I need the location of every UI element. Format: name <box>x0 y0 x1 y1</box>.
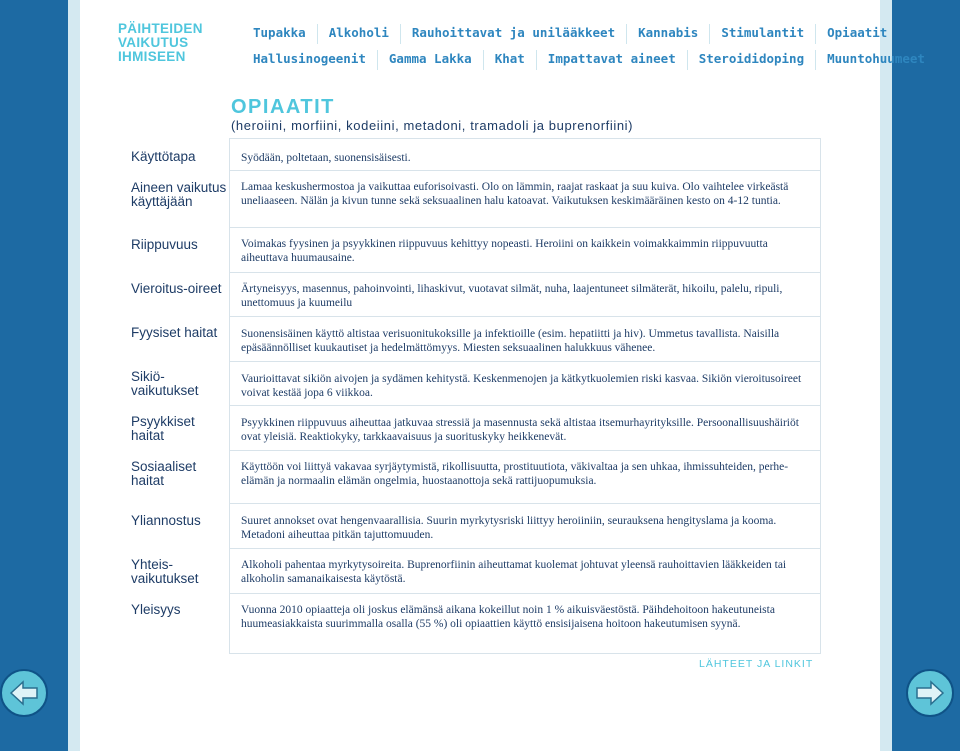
row-divider <box>230 361 820 362</box>
left-side-line <box>68 0 80 751</box>
brand-line-1: PÄIHTEIDEN <box>118 21 203 36</box>
row-divider <box>230 227 820 228</box>
row-divider <box>230 450 820 451</box>
content-psyykkiset-haitat: Psyykkinen riippuvuus aiheuttaa jatkuvaa stressiä ja masennusta sekä altistaa itsemurhayrityksille. Persoonallisuushäiriöt ovat yleisiä. Reaktiokyky, tarkkaavaisuus ja suorituskyky heikkenevät. <box>241 417 799 443</box>
content-sosiaaliset-haitat: Käyttöön voi liittyä vakavaa syrjäytymistä, rikollisuutta, prostituutiota, väkivaltaa ja sen uhkaa, ihmissuhteiden, perhe-elämän ja normaalin elämän ongelmia, huostaanottoja sekä rattijuopumuksia. <box>241 461 789 487</box>
row-divider <box>230 272 820 273</box>
nav-tupakka[interactable]: Tupakka <box>253 25 306 40</box>
brand-line-3: IHMISEEN <box>118 49 186 64</box>
content-vieroitusoireet: Ärtyneisyys, masennus, pahoinvointi, lihaskivut, vuotavat silmät, nuha, laajentuneet silmäterät, hikoilu, palelu, ripuli, unettomuus ja kuumeilu <box>241 283 783 309</box>
row-divider <box>230 548 820 549</box>
content-fyysiset-haitat: Suonensisäinen käyttö altistaa verisuonitukoksille ja infektioille (esim. hepatiitti ja hiv). Ummetus tavallista. Naisilla epäsäännölliset kuukautiset ja hedelmättömyys. Miesten seksuaalinen halukkuus vähenee. <box>241 328 780 354</box>
nav-stimulantit[interactable]: Stimulantit <box>709 24 815 44</box>
nav-gamma-lakka[interactable]: Gamma Lakka <box>377 50 483 70</box>
brand-logo[interactable] <box>118 22 228 64</box>
right-side-band <box>892 0 960 751</box>
nav-steroididoping[interactable]: Steroididoping <box>687 50 815 70</box>
right-side-line <box>880 0 892 751</box>
row-divider <box>230 405 820 406</box>
sidebar-item-psyykkiset-haitat[interactable]: Psyykkiset haitat <box>131 414 195 443</box>
nav-hallusinogeenit[interactable]: Hallusinogeenit <box>253 51 366 66</box>
arrow-right-icon <box>915 680 945 706</box>
sidebar-item-yleisyys[interactable]: Yleisyys <box>131 602 181 617</box>
brand-line-2: VAIKUTUS <box>118 35 189 50</box>
content-yleisyys: Vuonna 2010 opiaatteja oli joskus elämänsä aikana kokeillut noin 1 % aikuisväestöstä. Päihdehoitoon hakeutuneista huumeasiakkaista suurimmalla osalla (55 %) oli opiaattien käyttö ensisijaisena hoitoon hakeutumisen syynä. <box>241 604 775 630</box>
sidebar-item-yhteisvaikutukset[interactable]: Yhteis-vaikutukset <box>131 557 199 586</box>
previous-page-button[interactable] <box>0 669 48 717</box>
row-divider <box>230 170 820 171</box>
content-yliannostus: Suuret annokset ovat hengenvaarallisia. Suurin myrkytysriski liittyy heroiiniin, seurauksena hengityslama ja kooma. Metadoni aiheuttaa pitkän tajuttomuuden. <box>241 515 777 541</box>
nav-row-2 <box>242 50 936 70</box>
row-divider <box>230 316 820 317</box>
left-side-band <box>0 0 68 751</box>
content-riippuvuus: Voimakas fyysinen ja psyykkinen riippuvuus kehittyy nopeasti. Heroiini on kaikkein voimakkaimmin riippuvuutta aiheuttava huumausaine. <box>241 238 768 264</box>
sidebar-item-vaikutus[interactable]: Aineen vaikutus käyttäjään <box>131 180 227 209</box>
arrow-left-icon <box>9 680 39 706</box>
nav-alkoholi[interactable]: Alkoholi <box>317 24 400 44</box>
sidebar-item-vieroitusoireet[interactable]: Vieroitus-oireet <box>131 281 222 296</box>
sidebar-item-fyysiset-haitat[interactable]: Fyysiset haitat <box>131 325 218 340</box>
page-subtitle: (heroiini, morfiini, kodeiini, metadoni, tramadoli ja buprenorfiini) <box>231 118 634 133</box>
nav-rauhoittavat[interactable]: Rauhoittavat ja unilääkkeet <box>400 24 626 44</box>
sidebar-item-riippuvuus[interactable]: Riippuvuus <box>131 237 198 252</box>
content-vaikutus: Lamaa keskushermostoa ja vaikuttaa euforisoivasti. Olo on lämmin, raajat raskaat ja suu kuiva. Olo vaihtelee virkeästä uneliaaseen. Nälän ja kivun tunne sekä seksuaalinen halu katoavat. Vaikutuksen keskimääräinen kesto on 4-12 tuntia. <box>241 181 789 207</box>
sidebar-item-sikiovaikutukset[interactable]: Sikiö-vaikutukset <box>131 369 199 398</box>
sources-link[interactable]: LÄHTEET JA LINKIT <box>699 658 814 670</box>
content-kayttotapa: Syödään, poltetaan, suonensisäisesti. <box>241 152 411 164</box>
row-divider <box>230 593 820 594</box>
nav-muuntohuumeet[interactable]: Muuntohuumeet <box>815 50 936 70</box>
next-page-button[interactable] <box>906 669 954 717</box>
sidebar-item-sosiaaliset-haitat[interactable]: Sosiaaliset haitat <box>131 459 197 488</box>
sidebar-item-kayttotapa[interactable]: Käyttötapa <box>131 149 196 164</box>
sidebar-item-yliannostus[interactable]: Yliannostus <box>131 513 201 528</box>
content-yhteisvaikutukset: Alkoholi pahentaa myrkytysoireita. Buprenorfiinin aiheuttamat kuolemat johtuvat yleensä rauhoittavien lääkkeiden tai alkoholin samanaikaisesta käytöstä. <box>241 559 787 585</box>
nav-impattavat[interactable]: Impattavat aineet <box>536 50 687 70</box>
nav-opiaatit[interactable]: Opiaatit <box>815 24 898 44</box>
nav-khat[interactable]: Khat <box>483 50 536 70</box>
nav-kannabis[interactable]: Kannabis <box>626 24 709 44</box>
nav-row-1 <box>242 24 898 44</box>
row-divider <box>230 503 820 504</box>
page-title: OPIAATIT <box>231 96 335 118</box>
content-sikiovaikutukset: Vaurioittavat sikiön aivojen ja sydämen kehitystä. Keskenmenojen ja kätkytkuolemien riski kasvaa. Sikiön vieroitusoireet voivat kestää jopa 6 viikkoa. <box>241 373 802 399</box>
